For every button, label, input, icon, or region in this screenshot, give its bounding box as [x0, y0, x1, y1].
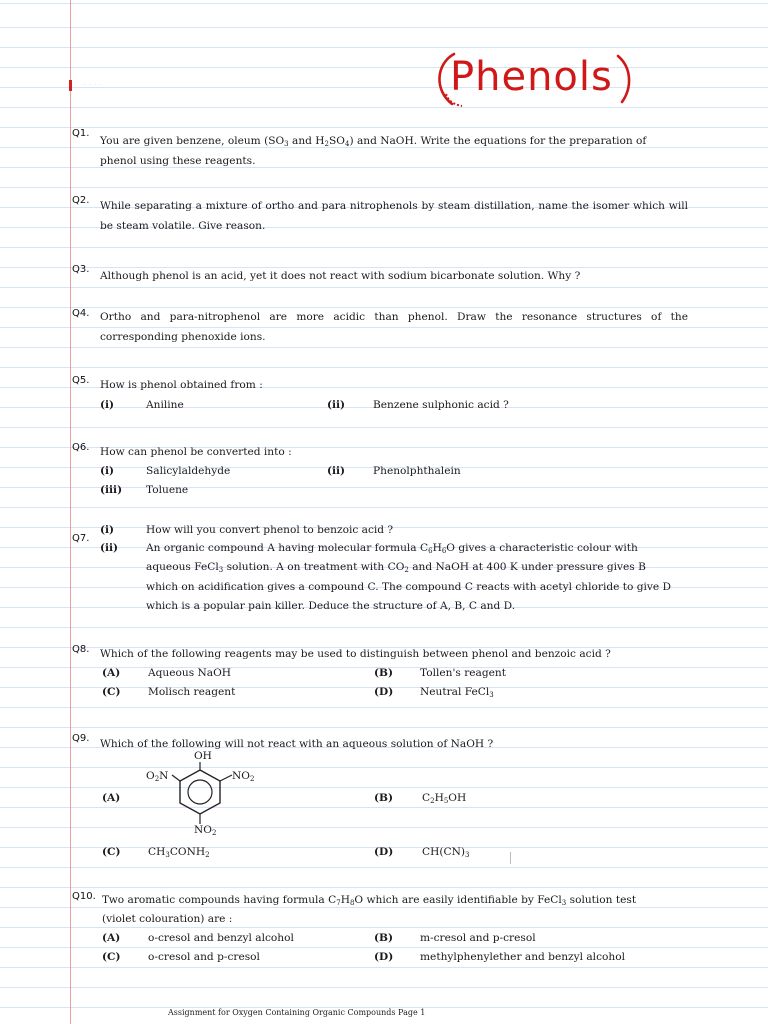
handwritten-title — [432, 46, 642, 110]
option-text: Tollen's reagent — [420, 667, 506, 679]
question-number: Q3. — [72, 264, 90, 275]
option-label: (ii) — [327, 399, 346, 411]
option-text: methylphenylether and benzyl alcohol — [420, 951, 625, 963]
question-10-line-2: (violet colouration) are : — [102, 913, 233, 925]
question-1-line-2: phenol using these reagents. — [100, 155, 256, 167]
option-text: $C_2H_5OH$ — [422, 792, 467, 805]
option-text: o-cresol and benzyl alcohol — [148, 932, 294, 944]
question-number: Q7. — [72, 533, 90, 544]
option-label: (B) — [374, 667, 393, 679]
option-text: Aniline — [146, 399, 184, 411]
option-label: (B) — [374, 932, 393, 944]
option-text: Molisch reagent — [148, 686, 236, 698]
question-2-text: While separating a mixture of ortho and para nitrophenols by steam distillation, name the isomer which will be steam volatile. Give reason. — [100, 200, 688, 232]
question-10-line-1: Two aromatic compounds having formula $C_7H_8O$ which are easily identifiable by FeCl$_3$ solution test — [102, 894, 637, 907]
question-5-stem: How is phenol obtained from : — [100, 379, 263, 391]
question-3-text: Although phenol is an acid, yet it does not react with sodium bicarbonate solution. Why ? — [100, 270, 581, 282]
option-label: (i) — [100, 465, 115, 477]
option-text: Phenolphthalein — [373, 465, 461, 477]
question-7-line-4: which is a popular pain killer. Deduce the structure of A, B, C and D. — [146, 600, 516, 612]
question-number: Q5. — [72, 375, 90, 386]
question-number: Q10. — [72, 891, 96, 902]
question-4-text: Ortho and para-nitrophenol are more acidic than phenol. Draw the resonance structures of the corresponding phenoxide ions. — [100, 311, 688, 343]
option-label: (A) — [102, 667, 121, 679]
option-label: (ii) — [327, 465, 346, 477]
question-number: Q2. — [72, 195, 90, 206]
question-7-part-i: How will you convert phenol to benzoic acid ? — [146, 524, 394, 536]
question-number: Q6. — [72, 442, 90, 453]
option-label: (C) — [102, 686, 121, 698]
question-9-stem: Which of the following will not react with an aqueous solution of NaOH ? — [100, 738, 494, 750]
question-1-line-1: You are given benzene, oleum ($SO_3$ and $H_2SO_4$) and NaOH. Write the equations for the preparation of — [100, 135, 647, 148]
option-text: m-cresol and p-cresol — [420, 932, 536, 944]
faint-mark — [510, 852, 511, 864]
option-label: (i) — [100, 399, 115, 411]
option-label: (C) — [102, 846, 121, 858]
page-title: Phenols — [450, 54, 613, 100]
nitro-label-right: $NO_2$ — [232, 770, 255, 783]
option-text: $CH_3CONH_2$ — [148, 846, 210, 859]
option-label: (D) — [374, 951, 394, 963]
option-text: Salicylaldehyde — [146, 465, 231, 477]
option-label: (B) — [374, 792, 393, 804]
question-7-line-2: aqueous FeCl$_3$ solution. A on treatment with $CO_2$ and NaOH at 400 K under pressure gives B — [146, 561, 646, 574]
option-label: (A) — [102, 932, 121, 944]
option-text: $CH(CN)_3$ — [422, 846, 470, 859]
option-label: (C) — [102, 951, 121, 963]
margin-mark — [69, 80, 72, 91]
option-label: (D) — [374, 846, 394, 858]
option-label: (iii) — [100, 484, 123, 496]
nitro-label-bottom: $NO_2$ — [194, 824, 217, 837]
question-number: Q4. — [72, 308, 90, 319]
question-number: Q8. — [72, 644, 90, 655]
trinitrophenol-structure — [140, 750, 280, 846]
option-text: Neutral FeCl$_3$ — [420, 686, 494, 699]
option-label: (D) — [374, 686, 394, 698]
page-footer: Assignment for Oxygen Containing Organic Compounds Page 1 — [168, 1008, 426, 1017]
option-text: Aqueous NaOH — [148, 667, 232, 679]
margin-line — [70, 0, 71, 1024]
question-6-stem: How can phenol be converted into : — [100, 446, 292, 458]
question-8-stem: Which of the following reagents may be used to distinguish between phenol and benzoic acid ? — [100, 648, 611, 660]
option-text: Benzene sulphonic acid ? — [373, 399, 509, 411]
option-text: Toluene — [146, 484, 189, 496]
faint-mark: · · · · — [84, 82, 103, 88]
hydroxyl-label: OH — [194, 750, 212, 762]
option-label: (A) — [102, 792, 121, 804]
question-7-line-3: which on acidification gives a compound C. The compound C reacts with acetyl chloride to give D — [146, 581, 672, 593]
part-label: (i) — [100, 524, 115, 536]
question-number: Q1. — [72, 128, 90, 139]
option-text: o-cresol and p-cresol — [148, 951, 260, 963]
part-label: (ii) — [100, 542, 119, 554]
question-number: Q9. — [72, 733, 90, 744]
nitro-label-left: $O_2N$ — [146, 770, 169, 783]
question-7-line-1: An organic compound A having molecular formula $C_6H_6O$ gives a characteristic colour with — [146, 542, 638, 555]
